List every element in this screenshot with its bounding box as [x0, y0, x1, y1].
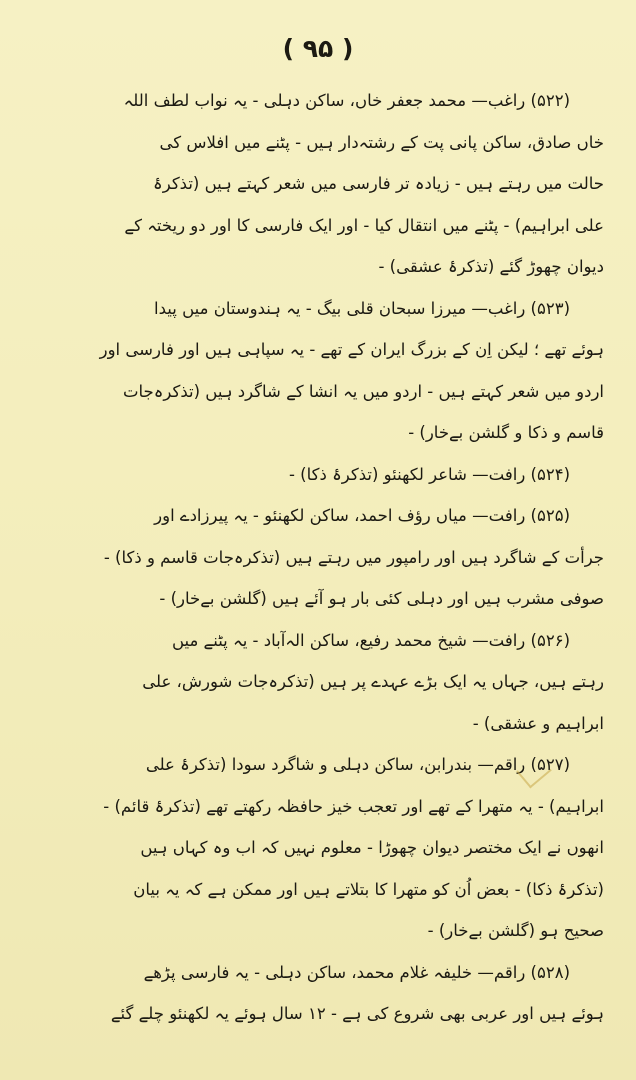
text-line: دیوان چھوڑ گئے (تذکرۂ عشقی) - — [378, 257, 604, 276]
text-line: جرأت کے شاگرد ہیں اور رامپور میں رہتے ہیں (تذکرہ‌جات قاسم و ذکا) - — [103, 547, 604, 567]
page-body — [32, 80, 604, 1035]
text-line: (۵۲۲) راغب— محمد جعفر خاں، ساکن دہلی - یہ نواب لطف اللہ — [123, 91, 570, 110]
text-line: قاسم و ذکا و گلشن بے‌خار) - — [408, 423, 604, 442]
text-line: (۵۲۳) راغب— میرزا سبحان قلی بیگ - یہ ہندوستان میں پیدا — [154, 298, 570, 318]
text-line: ہوئے تھے ؛ لیکن اِن کے بزرگ ایران کے تھے - یہ سپاہی ہیں اور فارسی اور — [99, 340, 604, 359]
text-line: رہتے ہیں، جہاں یہ ایک بڑے عہدے پر ہیں (تذکرہ‌جات شورش، علی — [142, 672, 604, 691]
text-line: خاں صادق، ساکن پانی پت کے رشتہ‌دار ہیں - پٹنے میں افلاس کی — [159, 132, 604, 152]
text-line: (۵۲۴) رافت— شاعر لکھنئو (تذکرۂ ذکا) - — [288, 464, 570, 484]
text-line: (تذکرۂ ذکا) - بعض اُن کو متھرا کا بتلاتے ہیں اور ممکن ہے کہ یہ بیان — [133, 879, 604, 899]
text-line: (۵۲۵) رافت— میاں رؤف احمد، ساکن لکھنئو - یہ پیرزادے اور — [154, 506, 570, 525]
text-line: ہوئے ہیں اور عربی بھی شروع کی ہے - ۱۲ سال ہوئے یہ لکھنئو چلے گئے — [110, 1004, 604, 1023]
text-line: صحیح ہو (گلشن بے‌خار) - — [427, 921, 604, 940]
text-line: اردو میں شعر کہتے ہیں - اردو میں یہ انشا کے شاگرد ہیں (تذکرہ‌جات — [122, 381, 604, 401]
text-line: (۵۲۷) راقم— بندرابن، ساکن دہلی و شاگرد سودا (تذکرۂ علی — [145, 755, 570, 774]
page-number: ( ۹۵ ) — [282, 34, 354, 63]
text-line: صوفی مشرب ہیں اور دہلی کئی بار ہو آئے ہیں (گلشن بے‌خار) - — [159, 589, 604, 608]
text-line: (۵۲۶) رافت— شیخ محمد رفیع، ساکن الہ‌آباد - یہ پٹنے میں — [171, 630, 570, 650]
text-line: ابراہیم) - یہ متھرا کے تھے اور تعجب خیز حافظہ رکھتے تھے (تذکرۂ قائم) - — [103, 796, 604, 816]
text-line: ابراہیم و عشقی) - — [472, 713, 604, 733]
text-line: علی ابراہیم) - پٹنے میں انتقال کیا - اور ایک فارسی کا اور دو ریختہ کے — [124, 215, 604, 235]
text-line: انھوں نے ایک مختصر دیوان چھوڑا - معلوم نہیں کہ اب وہ کہاں ہیں — [140, 838, 604, 857]
text-line: حالت میں رہتے ہیں - زیادہ تر فارسی میں شعر کہتے ہیں (تذکرۂ — [153, 174, 604, 193]
text-line: (۵۲۸) راقم— خلیفہ غلام محمد، ساکن دہلی - یہ فارسی پڑھے — [143, 962, 570, 982]
